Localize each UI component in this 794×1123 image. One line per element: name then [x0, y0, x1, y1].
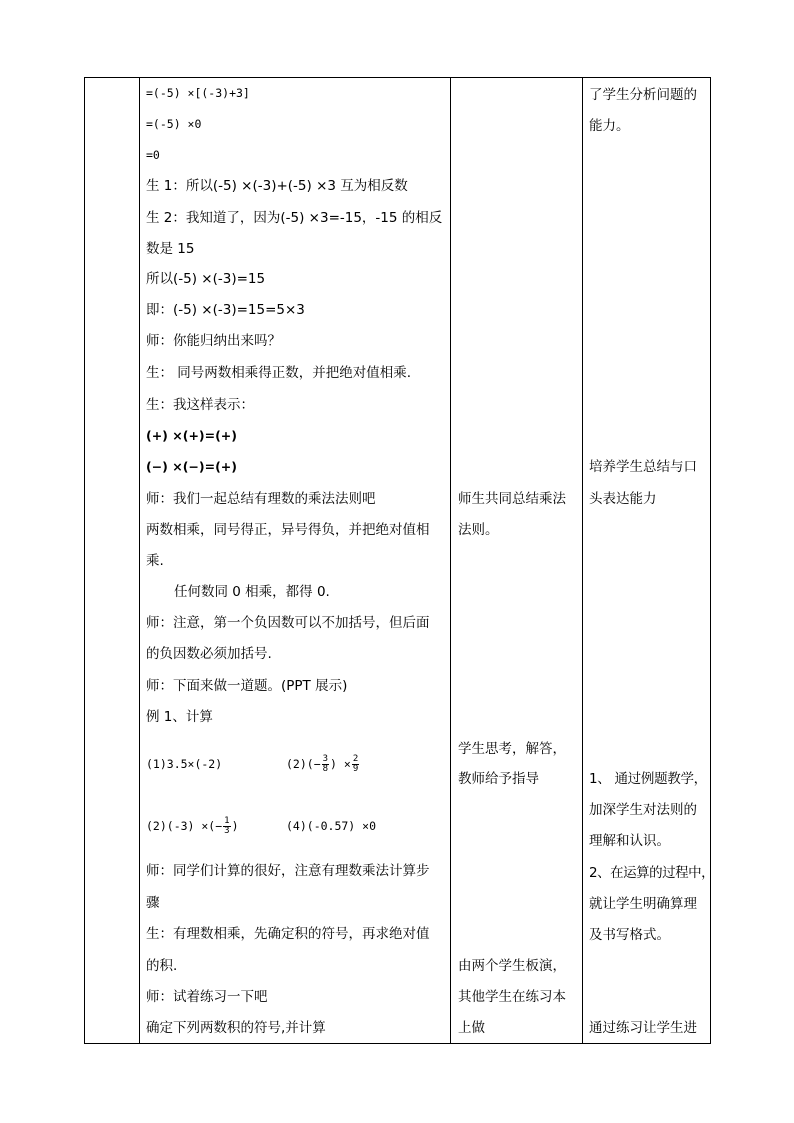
line-19: 的负因数必须加括号.: [146, 646, 272, 662]
line-17: 任何数同 0 相乘，都得 0.: [174, 584, 330, 600]
column-divider-2: [450, 77, 451, 1044]
example-1: (1)3.5×(-2): [146, 757, 223, 771]
activity-b2: 教师给予指导: [458, 771, 539, 787]
fraction-numerator: 1: [224, 816, 230, 826]
line-12: (+) ×(+)=(+): [146, 428, 237, 443]
line-21: 例 1、计算: [146, 709, 213, 725]
activity-a1: 师生共同总结乘法: [458, 491, 566, 507]
line-1: =(-5) ×[(-3)+3]: [146, 86, 250, 100]
example-3-suffix: ): [231, 819, 239, 833]
intent-a2: 能力。: [589, 118, 630, 134]
line-27: 确定下列两数积的符号,并计算: [146, 1020, 326, 1036]
activity-c2: 其他学生在练习本: [458, 989, 566, 1005]
activity-c1: 由两个学生板演，: [458, 958, 566, 974]
fraction-2-9: [352, 755, 359, 774]
intent-b1: 培养学生总结与口: [589, 459, 697, 475]
line-4: 生 1：所以(-5) ×(-3)+(-5) ×3 互为相反数: [146, 178, 408, 194]
line-18: 师：注意，第一个负因数可以不加括号，但后面: [146, 615, 430, 631]
table-left-border: [84, 77, 85, 1044]
fraction-numerator: 3: [322, 754, 329, 764]
example-2-prefix: (2)(−: [286, 757, 321, 771]
fraction-denominator: 3: [224, 826, 230, 836]
table-right-border: [710, 77, 711, 1044]
fraction-denominator: 9: [352, 764, 359, 774]
line-9: 师：你能归纳出来吗？: [146, 333, 281, 349]
intent-c5: 就让学生明确算理: [589, 896, 697, 912]
line-26: 师：试着练习一下吧: [146, 989, 268, 1005]
intent-d1: 通过练习让学生进: [589, 1020, 697, 1036]
activity-c3: 上做: [458, 1020, 485, 1036]
line-16: 乘.: [146, 553, 164, 569]
line-10: 生： 同号两数相乘得正数，并把绝对值相乘.: [146, 365, 412, 381]
line-8: 即：(-5) ×(-3)=15=5×3: [146, 302, 305, 318]
line-7: 所以(-5) ×(-3)=15: [146, 271, 266, 287]
example-2: [286, 755, 360, 774]
line-6: 数是 15: [146, 241, 195, 257]
example-2-middle: ) ×: [330, 757, 351, 771]
table-bottom-border: [84, 1043, 711, 1044]
line-15: 两数相乘，同号得正，异号得负，并把绝对值相: [146, 522, 430, 538]
intent-a1: 了学生分析问题的: [589, 87, 697, 103]
line-11: 生：我这样表示：: [146, 397, 254, 413]
line-2: =(-5) ×0: [146, 117, 202, 131]
activity-b1: 学生思考，解答，: [458, 741, 566, 757]
line-22: 师：同学们计算的很好，注意有理数乘法计算步: [146, 863, 430, 879]
example-3: [146, 817, 239, 836]
line-25: 的积.: [146, 958, 178, 974]
line-23: 骤: [146, 895, 160, 911]
intent-c4: 2、在运算的过程中，: [589, 865, 715, 881]
example-4: (4)(-0.57) ×0: [286, 819, 377, 833]
line-20: 师：下面来做一道题。(PPT 展示): [146, 678, 348, 694]
line-5: 生 2：我知道了，因为(-5) ×3=-15，-15 的相反: [146, 210, 443, 226]
line-13: (−) ×(−)=(+): [146, 459, 237, 474]
table-top-border: [84, 77, 711, 78]
column-divider-1: [139, 77, 140, 1044]
intent-c6: 及书写格式。: [589, 927, 670, 943]
intent-c3: 理解和认识。: [589, 833, 670, 849]
column-divider-3: [582, 77, 583, 1044]
intent-c1: 1、 通过例题教学，: [589, 771, 707, 787]
fraction-denominator: 8: [322, 764, 329, 774]
fraction-3-8: [322, 755, 329, 774]
line-14: 师：我们一起总结有理数的乘法法则吧: [146, 491, 376, 507]
example-3-prefix: (2)(-3) ×(−: [146, 819, 223, 833]
intent-c2: 加深学生对法则的: [589, 802, 697, 818]
fraction-numerator: 2: [352, 754, 359, 764]
fraction-1-3: [223, 817, 230, 836]
line-3: =0: [146, 148, 160, 162]
line-24: 生：有理数相乘，先确定积的符号，再求绝对值: [146, 926, 430, 942]
activity-a2: 法则。: [458, 522, 499, 538]
intent-b2: 头表达能力: [589, 491, 657, 507]
